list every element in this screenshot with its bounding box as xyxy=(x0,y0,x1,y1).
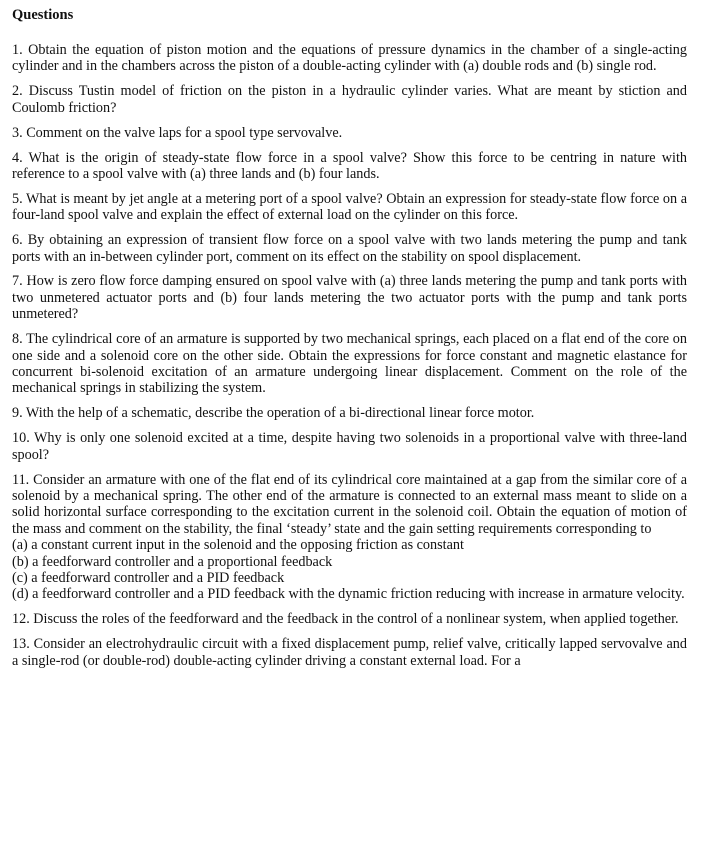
question-11 xyxy=(12,472,687,603)
question-11-part-b: (b) a feedforward controller and a proportional feedback xyxy=(12,553,333,570)
question-13: 13. Consider an electrohydraulic circuit with a fixed displacement pump, relief valve, critically lapped servovalve and a single-rod (or double-rod) double-acting cylinder driving a constant external load. For a xyxy=(12,636,687,669)
question-5: 5. What is meant by jet angle at a metering port of a spool valve? Obtain an expression for steady-state flow force on a four-land spool valve and explain the effect of external load on the cylinder on this force. xyxy=(12,190,687,224)
question-8: 8. The cylindrical core of an armature is supported by two mechanical springs, each placed on a flat end of the core on one side and a solenoid core on the other side. Obtain the expressions for force constant and magnetic elastance for concurrent bi-solenoid excitation of an armature undergoing linear displacement. Comment on the role of the mechanical springs in stabilizing the system. xyxy=(12,331,687,397)
question-11-text: 11. Consider an armature with one of the flat end of its cylindrical core maintained at a gap from the similar core of a solenoid by a mechanical spring. The other end of the armature is connected to an external mass meant to slide on a solid horizontal surface corresponding to the excitation current in the solenoid coil. Obtain the equation of motion of the mass and comment on the stability, the final ‘steady’ state and the gain setting requirements corresponding to xyxy=(12,471,687,537)
question-7: 7. How is zero flow force damping ensured on spool valve with (a) three lands metering the pump and tank ports with two unmetered actuator ports and (b) four lands metering the two actuator ports with the pump and tank ports unmetered? xyxy=(12,273,687,323)
question-6: 6. By obtaining an expression of transient flow force on a spool valve with two lands metering the pump and tank ports with an in-between cylinder port, comment on its effect on the stability on spool displacement. xyxy=(12,232,687,265)
question-3: 3. Comment on the valve laps for a spool type servovalve. xyxy=(12,124,343,141)
question-11-part-d: (d) a feedforward controller and a PID feedback with the dynamic friction reducing with increase in armature velocity. xyxy=(12,586,685,603)
question-12: 12. Discuss the roles of the feedforward and the feedback in the control of a nonlinear system, when applied together. xyxy=(12,611,679,628)
document-page xyxy=(12,6,687,669)
question-11-part-a: (a) a constant current input in the solenoid and the opposing friction as constant xyxy=(12,537,464,554)
question-11-part-c: (c) a feedforward controller and a PID feedback xyxy=(12,569,285,586)
question-10: 10. Why is only one solenoid excited at a time, despite having two solenoids in a proportional valve with three-land spool? xyxy=(12,430,687,463)
question-4: 4. What is the origin of steady-state flow force in a spool valve? Show this force to be centring in nature with reference to a spool valve with (a) three lands and (b) four lands. xyxy=(12,149,687,182)
question-1: 1. Obtain the equation of piston motion and the equations of pressure dynamics in the chamber of a single-acting cylinder and in the chambers across the piston of a double-acting cylinder with (a) double rods and (b) single rod. xyxy=(12,42,687,75)
section-heading: Questions xyxy=(12,7,74,23)
question-9: 9. With the help of a schematic, describe the operation of a bi-directional linear force motor. xyxy=(12,405,535,422)
question-2: 2. Discuss Tustin model of friction on the piston in a hydraulic cylinder varies. What are meant by stiction and Coulomb friction? xyxy=(12,83,687,116)
